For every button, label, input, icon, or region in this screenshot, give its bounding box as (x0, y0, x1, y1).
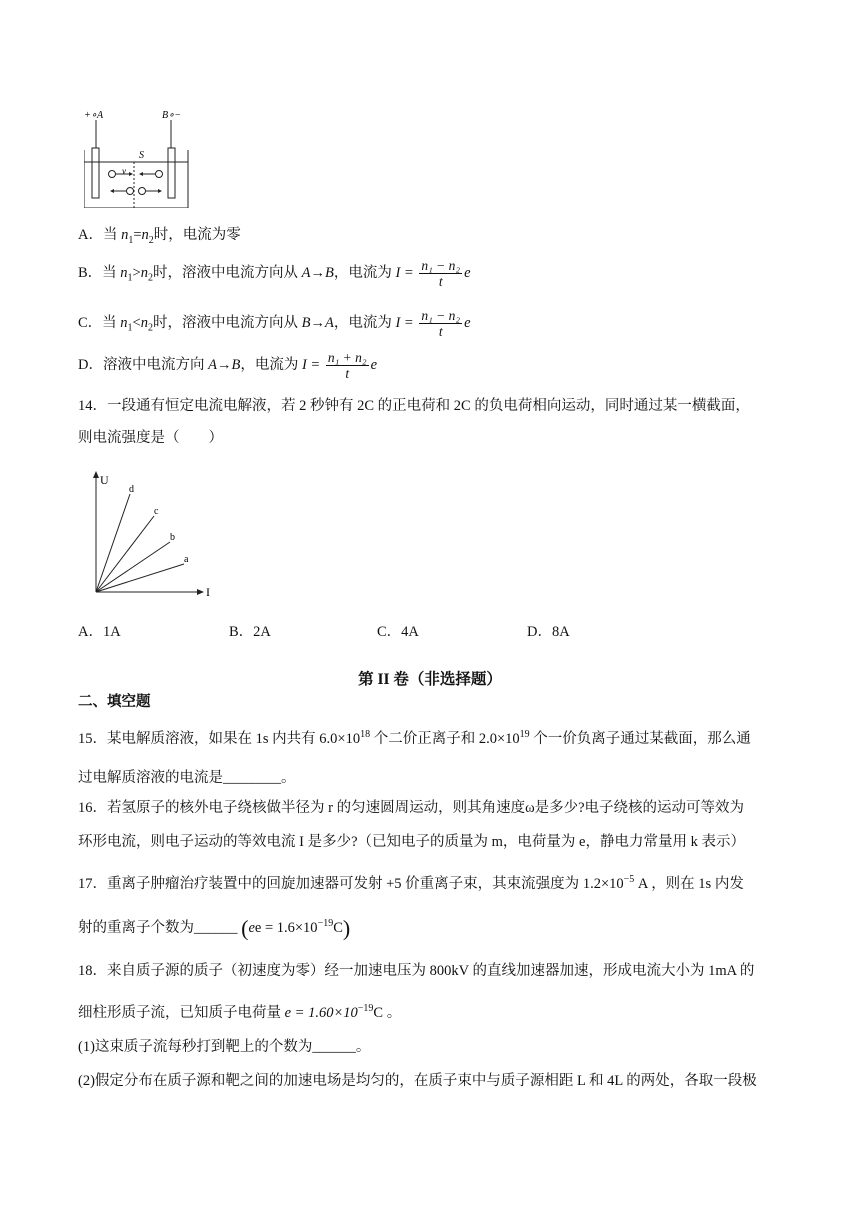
q13-option-b: B．当 $n_1>n_2$时，溶液中电流方向从 A→B，电流为 I = $\frac{\text{n₁ − n₂}}{t}$ e (78, 258, 471, 289)
line-d-label: d (129, 484, 134, 495)
q15-line1: 15．某电解质溶液，如果在 1s 内共有 $6.0\times 10^{18}$ 个二价正离子和 $2.0\times 10^{19}$ 个一价负离子通过某截面，那么通 (78, 729, 751, 747)
u-axis-label: U (100, 473, 109, 487)
line-d (96, 494, 130, 592)
q14-option-d: D．8A (527, 624, 570, 640)
terminal-b-label: B∘− (162, 110, 182, 121)
u-i-graph (84, 470, 224, 602)
line-a (96, 564, 184, 592)
line-c-label: c (154, 506, 159, 517)
q17-line1: 17．重离子肿瘤治疗装置中的回旋加速器可发射 +5 价重离子束，其束流强度为 $1.2\times 10^{-5}$ A ，则在 1s 内发 (78, 874, 744, 892)
line-b (96, 542, 170, 592)
q13-option-c: C．当 $n_1<n_2$时，溶液中电流方向从 B→A，电流为 I = $\frac{\text{n₁ − n₂}}{t}$ e (78, 308, 471, 339)
q14-option-b: B．2A (229, 624, 271, 640)
q15-line2: 过电解质溶液的电流是________。 (78, 770, 296, 786)
q16-line1: 16．若氢原子的核外电子绕核做半径为 r 的匀速圆周运动，则其角速度ω是多少?电子绕核的运动可等效为 (78, 800, 745, 816)
q14-option-a: A．1A (78, 624, 121, 640)
line-c (96, 516, 154, 592)
q17-line2: 射的重离子个数为______ $(ee = 1.6\times 10^{-19}C)$ (78, 915, 351, 941)
line-a-label: a (184, 554, 189, 565)
q18-line2: 细柱形质子流，已知质子电荷量 $e = 1.60\times 10^{-19}C$ 。 (78, 1003, 402, 1021)
terminal-a-label: +∘A (84, 110, 104, 121)
q14-line1: 14．一段通有恒定电流电解液，若 2 秒钟有 2C 的正电荷和 2C 的负电荷相向运动，同时通过某一横截面， (78, 398, 750, 414)
section-title: 第 II 卷（非选择题） (358, 671, 502, 688)
q18-sub1: (1)这束质子流每秒打到靶上的个数为______。 (78, 1039, 371, 1055)
q14-line2: 则电流强度是（ ） (78, 430, 223, 446)
q18-sub2: (2)假定分布在质子源和靶之间的加速电场是均匀的，在质子束中与质子源相距 L 和 4L 的两处，各取一段极 (78, 1073, 757, 1089)
i-axis-label: I (206, 585, 210, 599)
q13-option-a: A．当 $n_1=n_2$时，电流为零 (78, 227, 241, 246)
q13-option-d: D．溶液中电流方向 A→B，电流为 I = $\frac{\text{n₁ + n₂}}{t}$ e (78, 350, 378, 381)
line-b-label: b (170, 532, 175, 543)
subsection-title: 二、填空题 (78, 694, 151, 710)
q18-line1: 18．来自质子源的质子（初速度为零）经一加速电压为 800kV 的直线加速器加速，形成电流大小为 1mA 的 (78, 963, 755, 979)
surface-s-label: S (139, 150, 144, 161)
q16-line2: 环形电流，则电子运动的等效电流 I 是多少?（已知电子的质量为 m，电荷量为 e，静电力常量用 k 表示） (78, 834, 745, 850)
electrolysis-diagram (84, 108, 194, 208)
velocity-label: v (122, 166, 126, 176)
q14-option-c: C．4A (377, 624, 419, 640)
